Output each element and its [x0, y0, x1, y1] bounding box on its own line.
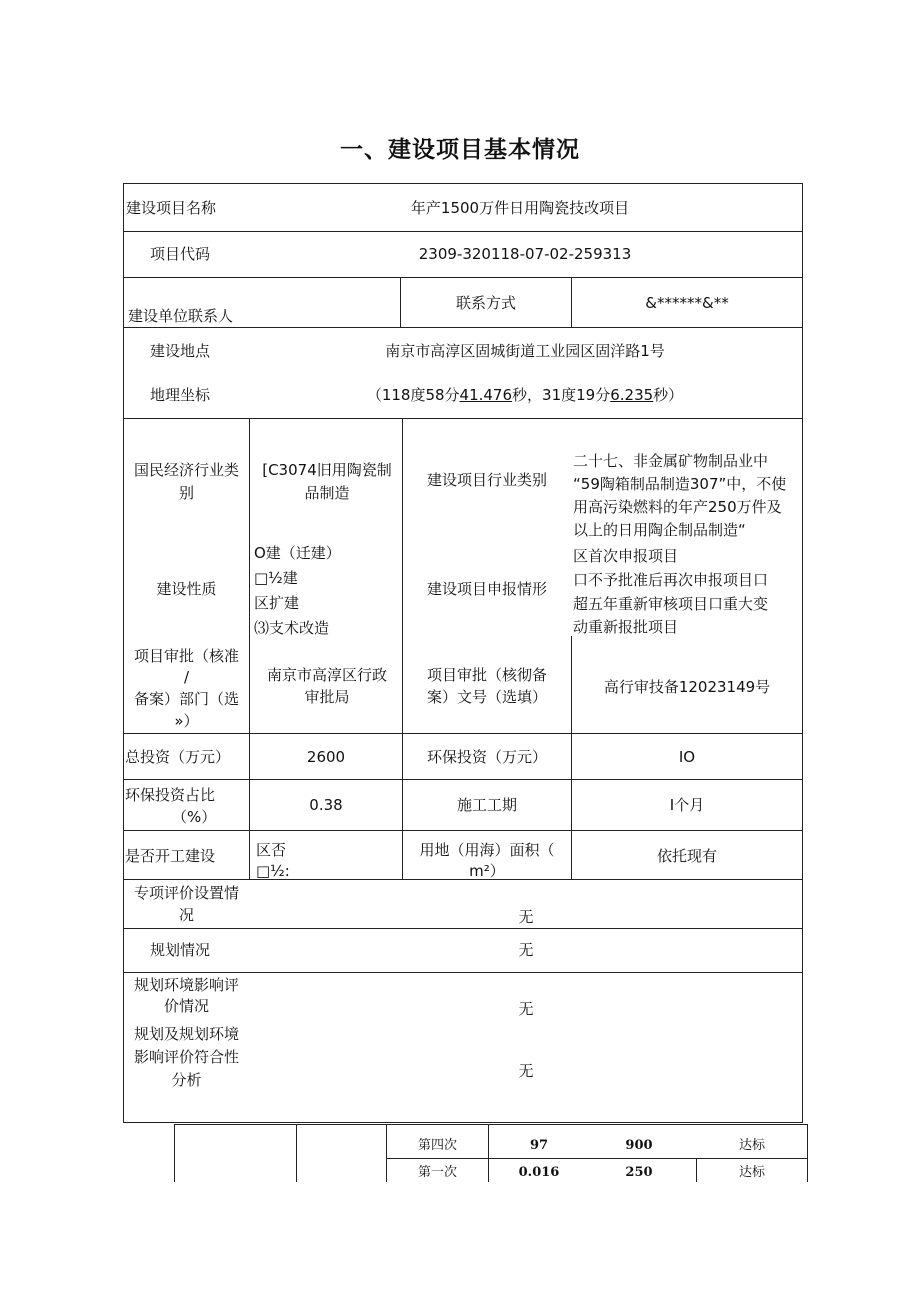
contact-method-value: &******&**	[645, 294, 729, 312]
planning-env-value: 无	[518, 1000, 534, 1018]
project-code-label: 项目代码	[150, 245, 211, 263]
location-value: 南京市高淳区固城街道工业园区固洋路1号	[385, 342, 665, 360]
special-value: 无	[518, 908, 534, 926]
started-label: 是否开工建设	[125, 847, 216, 865]
period-label: 施工工期	[456, 796, 517, 814]
contact-label: 建设单位联系人	[128, 307, 234, 325]
coordinates-value: （118度58分41.476秒，31度19分6.235秒）	[366, 386, 684, 404]
investment-label: 总投资（万元）	[125, 748, 231, 766]
coordinates-label: 地理坐标	[150, 386, 211, 404]
nature-option-new[interactable]: □½建	[254, 569, 298, 587]
started-option-no[interactable]: 区否	[256, 841, 287, 859]
investment-value: 2600	[306, 748, 346, 766]
industry-category-label: 建设项目行业类别	[426, 471, 547, 489]
nature-option-relocate[interactable]: O建（迁建）	[254, 544, 341, 562]
location-label: 建设地点	[150, 342, 211, 360]
nature-option-expand[interactable]: 区扩建	[254, 594, 300, 612]
page-title: 一、建设项目基本情况	[340, 137, 580, 163]
project-name-value: 年产1500万件日用陶瓷技改项目	[410, 199, 630, 217]
planning-label: 规划情况	[150, 941, 211, 959]
declare-label: 建设项目申报情形	[426, 580, 547, 598]
env-investment-label: 环保投资（万元）	[426, 748, 547, 766]
contact-method-label: 联系方式	[455, 294, 516, 312]
conformity-value: 无	[518, 1062, 534, 1080]
nature-option-tech[interactable]: ⑶支术改造	[254, 619, 330, 637]
period-value: I个月	[669, 796, 705, 814]
project-code-value: 2309-320118-07-02-259313	[418, 245, 632, 263]
project-name-label: 建设项目名称	[126, 199, 217, 217]
ratio-value: 0.38	[309, 796, 343, 814]
approval-doc-value: 高行审技备12023149号	[603, 678, 771, 696]
nature-label: 建设性质	[156, 580, 217, 598]
area-value: 依托现有	[656, 847, 717, 865]
env-investment-value: IO	[678, 748, 696, 766]
planning-value: 无	[518, 941, 534, 959]
started-option-yes[interactable]: □½:	[256, 862, 290, 880]
